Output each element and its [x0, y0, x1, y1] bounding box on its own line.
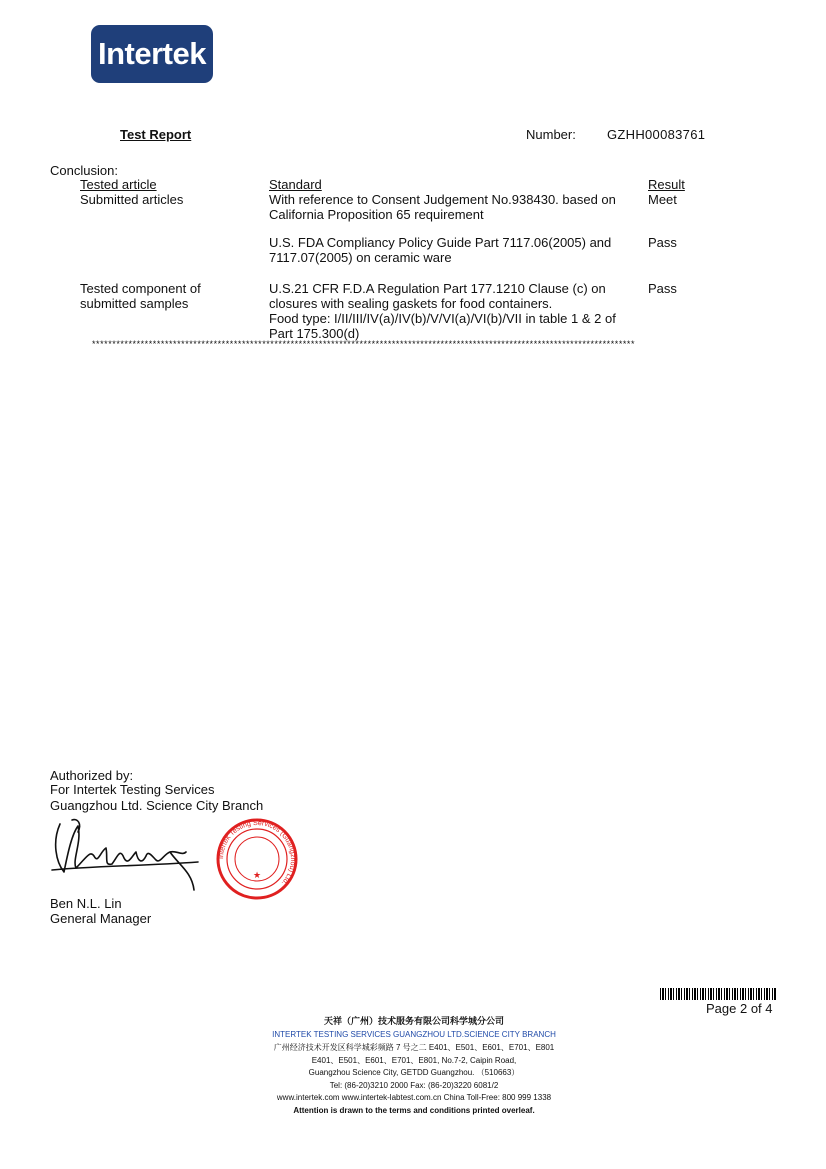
svg-text:★: ★	[252, 870, 262, 880]
handwritten-signature	[42, 812, 202, 896]
conclusion-label: Conclusion:	[50, 163, 118, 178]
col-header-result: Result	[648, 177, 685, 192]
footer-address-cn: 广州经济技术开发区科学城彩频路 7 号之二 E401、E501、E601、E701、E801	[273, 1043, 555, 1052]
row3-article: Tested component of submitted samples	[80, 281, 201, 311]
company-seal	[216, 818, 298, 900]
row3-result: Pass	[648, 281, 677, 296]
signer-title: General Manager	[50, 911, 152, 926]
authorized-org-line2: Guangzhou Ltd. Science City Branch	[50, 798, 264, 813]
row1-article: Submitted articles	[80, 192, 184, 207]
col-header-standard: Standard	[269, 177, 322, 192]
report-number-value: GZHH00083761	[607, 127, 706, 142]
footer-phone: Tel: (86-20)3210 2000 Fax: (86-20)3220 6081/2	[329, 1081, 499, 1090]
row3-standard: U.S.21 CFR F.D.A Regulation Part 177.1210 Clause (c) on closures with sealing gaskets for food containers.	[269, 281, 606, 311]
report-title: Test Report	[120, 127, 192, 142]
footer-notice: Attention is drawn to the terms and conditions printed overleaf.	[293, 1106, 535, 1115]
footer-company-en: INTERTEK TESTING SERVICES GUANGZHOU LTD.SCIENCE CITY BRANCH	[272, 1030, 556, 1039]
row1-standard: With reference to Consent Judgement No.938430. based on California Proposition 65 requirement	[269, 192, 616, 222]
intertek-logo: Intertek	[91, 25, 213, 83]
row3-standard-food-type: Food type: I/II/III/IV(a)/IV(b)/V/VI(a)/VI(b)/VII in table 1 & 2 of Part 175.300(d)	[269, 311, 616, 341]
col-header-article: Tested article	[80, 177, 157, 192]
authorized-by-label: Authorized by:	[50, 768, 134, 783]
footer-company-cn: 天祥（广州）技术服务有限公司科学城分公司	[323, 1016, 504, 1026]
signer-name: Ben N.L. Lin	[50, 896, 122, 911]
page-indicator: Page 2 of 4	[706, 1001, 773, 1016]
svg-text:Intertek Testing Services (Gua: Intertek Testing Services (Guangzhou) Ltd.	[217, 819, 297, 887]
authorized-org-line1: For Intertek Testing Services	[50, 782, 215, 797]
row2-result: Pass	[648, 235, 677, 250]
separator-line: **************************************************************************************************************************************	[92, 339, 636, 349]
row1-result: Meet	[648, 192, 677, 207]
barcode	[660, 988, 777, 1000]
report-number-label: Number:	[526, 127, 576, 142]
footer-web: www.intertek.com www.intertek-labtest.com.cn China Toll-Free: 800 999 1338	[276, 1093, 552, 1102]
row2-standard: U.S. FDA Compliancy Policy Guide Part 7117.06(2005) and 7117.07(2005) on ceramic ware	[269, 235, 612, 265]
footer-address-en1: E401、E501、E601、E701、E801, No.7-2, Caipin Road,	[311, 1056, 517, 1065]
footer-address-en2: Guangzhou Science City, GETDD Guangzhou. （510663）	[308, 1068, 520, 1077]
